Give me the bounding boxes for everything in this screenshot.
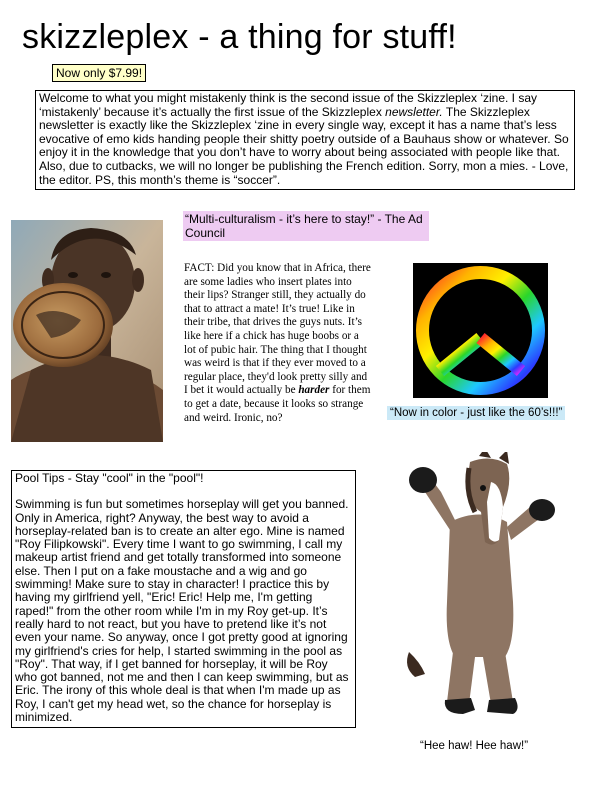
pool-tips-heading: Pool Tips - Stay "cool" in the "pool"! bbox=[15, 471, 204, 485]
peace-sign-image bbox=[413, 263, 548, 398]
peace-caption: “Now in color - just like the 60’s!!!” bbox=[387, 406, 565, 420]
welcome-text-2: The Skizzleplex newsletter is exactly like the Skizzleplex ‘zine in every single way, except it has a name that’s less evocative of emo kids handing people their shitty poetry outside of a Bauhaus show or whatever. So enjoy it in the knowledge that you don’t have to worry about being associated with people like that. Also, due to cutbacks, we will no longer be publishing the French edition. Sorry, mon a mies. - Love, the editor. PS, this month’s theme is “soccer”. bbox=[39, 104, 569, 187]
horse-caption: “Hee haw! Hee haw!” bbox=[420, 740, 529, 752]
fact-paragraph bbox=[184, 262, 372, 425]
pool-tips-body: Swimming is fun but sometimes horseplay will get you banned. Only in America, right? Anyway, the best way to avoid a horseplay-related ban is to create an alter ego. Mine is named "Roy Filipkowski". Every time I want to go swimming, I call my makeup artist friend and get totally transformed into someone else. Then I put on a fake moustache and a wig and go swimming! Make sure to stay in character! I practice this by having my girlfriend yell, "Eric! Eric! Help me, I'm getting raped!" from the other room while I'm in my Roy get-up. It’s really hard to not react, but you have to pretend like it’s not even your name. So anyway, once I got pretty good at ignoring my girlfriend's cries for help, I started swimming in the pool as "Roy". That way, if I get banned for horseplay, it will be Roy who got banned, not me and then I can keep swimming, but as Eric. The irony of this whole deal is that when I'm made up as Roy, I can't get my head wet, so the chance for horseplay is minimized. bbox=[15, 497, 349, 725]
peace-sign-icon bbox=[413, 263, 548, 398]
welcome-text-1: Welcome to what you might mistakenly think is the second issue of the Skizzleplex ‘zine. I say ‘mistakenly’ because it’s actually the first issue of the Skizzleplex bbox=[39, 91, 538, 119]
welcome-emphasis: newsletter. bbox=[385, 104, 443, 119]
lip-plate-photo bbox=[11, 220, 163, 442]
pool-tips-box bbox=[11, 470, 356, 728]
horse-costume-illustration bbox=[395, 452, 565, 727]
fact-text-1: FACT: Did you know that in Africa, there are some ladies who insert plates into their lips? Stranger still, they actually do that to attract a mate! It’s true! Like in their tribe, that drives the guys nuts. It’s like here if a chick has huge boobs or a lot of pubic hair. The thing that I thought was weird is that if they ever moved to a regular place, they'd look pretty silly and I bet it would actually be bbox=[184, 262, 371, 397]
fact-text-2: for them to get a date, because it looks so strange and weird. Ironic, no? bbox=[184, 384, 371, 424]
welcome-box bbox=[35, 90, 575, 190]
lip-plate-woman-illustration bbox=[11, 220, 163, 442]
page-title: skizzleplex - a thing for stuff! bbox=[22, 18, 457, 56]
price-tag: Now only $7.99! bbox=[52, 64, 146, 82]
horse-costume-photo bbox=[395, 452, 565, 727]
fact-emphasis: harder bbox=[298, 384, 330, 397]
ad-council-quote: “Multi-culturalism - it’s here to stay!” - The Ad Council bbox=[183, 211, 429, 241]
